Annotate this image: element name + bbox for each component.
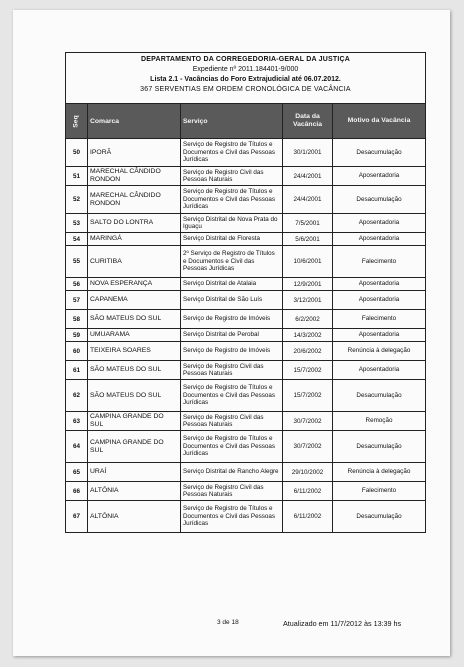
table-row <box>66 246 426 278</box>
servico-cell: Serviço Distrital de Atalaia <box>181 278 283 291</box>
seq-cell: 58 <box>66 310 88 329</box>
table-row <box>66 482 426 501</box>
comarca-cell: SÃO MATEUS DO SUL <box>88 361 181 380</box>
table-row <box>66 310 426 329</box>
motivo-cell: Renúncia à delegação <box>333 342 426 361</box>
data-cell: 12/9/2001 <box>283 278 333 291</box>
seq-cell: 65 <box>66 463 88 482</box>
table-header-row <box>66 104 426 139</box>
document-header <box>65 52 426 104</box>
table-row <box>66 233 426 246</box>
motivo-cell: Desacumulação <box>333 380 426 412</box>
motivo-cell: Falecimento <box>333 246 426 278</box>
servico-cell: Serviço de Registro Civil das Pessoas Naturais <box>181 167 283 186</box>
expediente-number: Expediente nº 2011.184401-9/000 <box>192 66 299 73</box>
motivo-cell: Aposentadoria <box>333 291 426 310</box>
motivo-cell: Aposentadoria <box>333 361 426 380</box>
data-cell: 24/4/2001 <box>283 167 333 186</box>
comarca-cell: MARECHAL CÂNDIDO RONDON <box>88 167 181 186</box>
servico-cell: Serviço Distrital de São Luís <box>181 291 283 310</box>
comarca-cell: TEIXEIRA SOARES <box>88 342 181 361</box>
servico-cell: Serviço Distrital de Nova Prata do Iguaçu <box>181 214 283 233</box>
comarca-cell: URAÍ <box>88 463 181 482</box>
motivo-cell: Desacumulação <box>333 139 426 167</box>
seq-cell: 51 <box>66 167 88 186</box>
servico-cell: Serviço de Registro de Títulos e Documentos e Civil das Pessoas Jurídicas <box>181 380 283 412</box>
seq-cell: 66 <box>66 482 88 501</box>
page-number: 3 de 18 <box>217 619 239 626</box>
data-cell: 30/1/2001 <box>283 139 333 167</box>
servico-cell: Serviço Distrital de Floresta <box>181 233 283 246</box>
motivo-cell: Aposentadoria <box>333 329 426 342</box>
table-row <box>66 380 426 412</box>
table-row <box>66 186 426 214</box>
data-cell: 20/6/2002 <box>283 342 333 361</box>
table-row <box>66 139 426 167</box>
seq-cell: 59 <box>66 329 88 342</box>
column-header-comarca: Comarca <box>88 104 181 139</box>
table-row <box>66 167 426 186</box>
data-cell: 6/2/2002 <box>283 310 333 329</box>
motivo-cell: Aposentadoria <box>333 278 426 291</box>
table-row <box>66 501 426 533</box>
updated-timestamp: Atualizado em 11/7/2012 às 13:39 hs <box>283 619 402 628</box>
comarca-cell: CURITIBA <box>88 246 181 278</box>
servico-cell: Serviço de Registro de Títulos e Documentos e Civil das Pessoas Jurídicas <box>181 186 283 214</box>
comarca-cell: SÃO MATEUS DO SUL <box>88 310 181 329</box>
servico-cell: Serviço de Registro Civil das Pessoas Naturais <box>181 482 283 501</box>
table-row <box>66 412 426 431</box>
seq-cell: 52 <box>66 186 88 214</box>
seq-cell: 60 <box>66 342 88 361</box>
comarca-cell: NOVA ESPERANÇA <box>88 278 181 291</box>
comarca-cell: MARECHAL CÂNDIDO RONDON <box>88 186 181 214</box>
comarca-cell: IPORÃ <box>88 139 181 167</box>
table-row <box>66 278 426 291</box>
seq-cell: 62 <box>66 380 88 412</box>
data-cell: 3/12/2001 <box>283 291 333 310</box>
motivo-cell: Renúncia à delegação <box>333 463 426 482</box>
motivo-cell: Remoção <box>333 412 426 431</box>
comarca-cell: CAMPINA GRANDE DO SUL <box>88 431 181 463</box>
comarca-cell: CAPANEMA <box>88 291 181 310</box>
table-row <box>66 361 426 380</box>
data-cell: 24/4/2001 <box>283 186 333 214</box>
column-header-motivo: Motivo da Vacância <box>333 104 426 139</box>
data-cell: 30/7/2002 <box>283 431 333 463</box>
comarca-cell: ALTÔNIA <box>88 482 181 501</box>
data-cell: 15/7/2002 <box>283 380 333 412</box>
motivo-cell: Aposentadoria <box>333 167 426 186</box>
servico-cell: Serviço Distrital de Perobal <box>181 329 283 342</box>
motivo-cell: Desacumulação <box>333 186 426 214</box>
column-header-servico: Serviço <box>181 104 283 139</box>
servico-cell: Serviço de Registro de Títulos e Documentos e Civil das Pessoas Jurídicas <box>181 139 283 167</box>
servico-cell: Serviço de Registro Civil das Pessoas Naturais <box>181 412 283 431</box>
table-row <box>66 329 426 342</box>
comarca-cell: SALTO DO LONTRA <box>88 214 181 233</box>
seq-cell: 61 <box>66 361 88 380</box>
data-cell: 6/11/2002 <box>283 501 333 533</box>
department-title: DEPARTAMENTO DA CORREGEDORIA-GERAL DA JUSTIÇA <box>140 56 351 63</box>
motivo-cell: Falecimento <box>333 310 426 329</box>
seq-cell: 57 <box>66 291 88 310</box>
table-row <box>66 214 426 233</box>
data-cell: 10/6/2001 <box>283 246 333 278</box>
seq-cell: 55 <box>66 246 88 278</box>
document-page <box>13 10 450 656</box>
seq-cell: 67 <box>66 501 88 533</box>
data-cell: 29/10/2002 <box>283 463 333 482</box>
table-row <box>66 431 426 463</box>
table-row <box>66 342 426 361</box>
list-subtitle: 367 SERVENTIAS EM ORDEM CRONOLÓGICA DE VACÂNCIA <box>140 86 351 93</box>
data-cell: 6/11/2002 <box>283 482 333 501</box>
data-cell: 5/6/2001 <box>283 233 333 246</box>
table-row <box>66 291 426 310</box>
data-cell: 30/7/2002 <box>283 412 333 431</box>
motivo-cell: Desacumulação <box>333 431 426 463</box>
column-header-seq: Seq <box>66 104 88 139</box>
seq-cell: 63 <box>66 412 88 431</box>
column-header-data: Data da Vacância <box>283 104 333 139</box>
data-cell: 15/7/2002 <box>283 361 333 380</box>
servico-cell: Serviço de Registro de Imóveis <box>181 310 283 329</box>
servico-cell: Serviço Distrital de Rancho Alegre <box>181 463 283 482</box>
seq-cell: 54 <box>66 233 88 246</box>
comarca-cell: MARINGÁ <box>88 233 181 246</box>
servico-cell: 2º Serviço de Registro de Títulos e Documentos e Civil das Pessoas Jurídicas <box>181 246 283 278</box>
seq-cell: 56 <box>66 278 88 291</box>
data-cell: 14/3/2002 <box>283 329 333 342</box>
seq-cell: 53 <box>66 214 88 233</box>
motivo-cell: Desacumulação <box>333 501 426 533</box>
seq-cell: 64 <box>66 431 88 463</box>
seq-cell: 50 <box>66 139 88 167</box>
vacancy-table <box>65 103 426 533</box>
list-title: Lista 2.1 - Vacâncias do Foro Extrajudicial até 06.07.2012. <box>150 76 341 83</box>
servico-cell: Serviço de Registro de Títulos e Documentos e Civil das Pessoas Jurídicas <box>181 501 283 533</box>
comarca-cell: UMUARAMA <box>88 329 181 342</box>
table-row <box>66 463 426 482</box>
comarca-cell: SÃO MATEUS DO SUL <box>88 380 181 412</box>
servico-cell: Serviço de Registro de Imóveis <box>181 342 283 361</box>
motivo-cell: Aposentadoria <box>333 233 426 246</box>
motivo-cell: Falecimento <box>333 482 426 501</box>
comarca-cell: CAMPINA GRANDE DO SUL <box>88 412 181 431</box>
data-cell: 7/5/2001 <box>283 214 333 233</box>
servico-cell: Serviço de Registro de Títulos e Documentos e Civil das Pessoas Jurídicas <box>181 431 283 463</box>
motivo-cell: Aposentadoria <box>333 214 426 233</box>
servico-cell: Serviço de Registro Civil das Pessoas Naturais <box>181 361 283 380</box>
comarca-cell: ALTÔNIA <box>88 501 181 533</box>
